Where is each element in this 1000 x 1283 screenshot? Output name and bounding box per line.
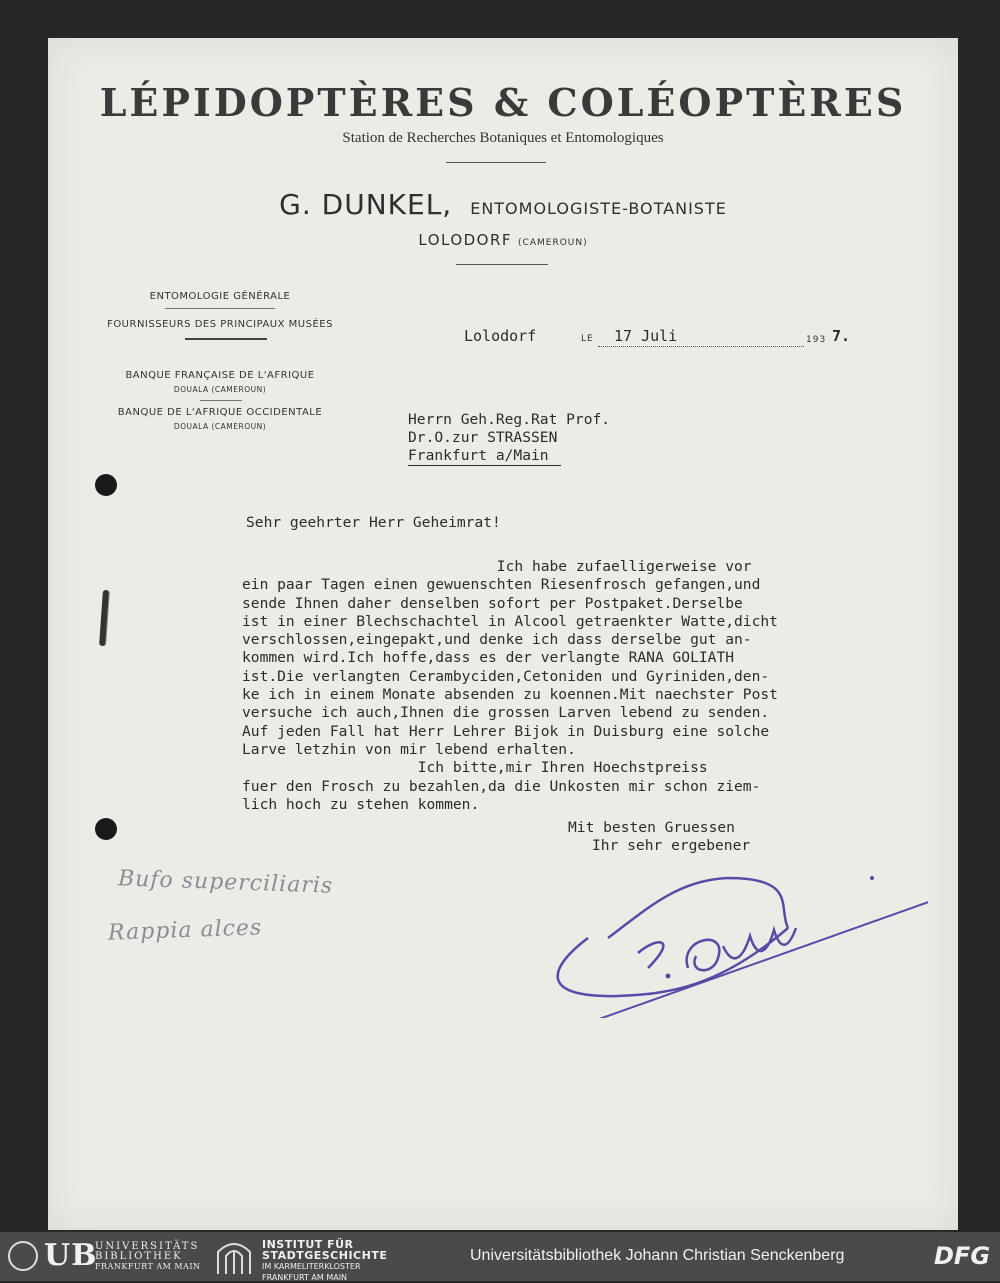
ub-line1: UNIVERSITÄTS bbox=[95, 1241, 200, 1252]
signature bbox=[528, 818, 928, 1018]
recipient-line2: Dr.O.zur STRASSEN bbox=[408, 429, 558, 446]
ub-text bbox=[95, 1242, 201, 1272]
dfg-logo: DFG bbox=[934, 1242, 991, 1270]
punch-hole bbox=[95, 474, 117, 496]
ub-line2: BIBLIOTHEK bbox=[95, 1251, 183, 1262]
body-line: fuer den Frosch zu bezahlen,da die Unkosten mir schon ziem- bbox=[242, 777, 761, 795]
letterhead-name-row bbox=[48, 188, 958, 221]
punch-hole bbox=[95, 818, 117, 840]
paper-clip-mark bbox=[99, 590, 109, 646]
body-line: ist.Die verlangten Cerambyciden,Cetoniden und Gyriniden,den- bbox=[242, 667, 770, 685]
body-line: Larve letzhin von mir lebend erhalten. bbox=[242, 740, 576, 758]
letter-body bbox=[242, 558, 778, 814]
divider bbox=[456, 264, 548, 265]
letterhead-town-row bbox=[48, 230, 958, 249]
body-line: Auf jeden Fall hat Herr Lehrer Bijok in Duisburg eine solche bbox=[242, 722, 770, 740]
pencil-note-1: Bufo superciliaris bbox=[117, 866, 334, 899]
bank1-city: DOUALA (CAMEROUN) bbox=[173, 385, 267, 394]
letter-page bbox=[48, 38, 958, 1230]
divider bbox=[185, 338, 267, 340]
bank2-name: BANQUE DE L'AFRIQUE OCCIDENTALE bbox=[117, 407, 323, 418]
divider bbox=[200, 400, 242, 401]
dateline-date: 17 Juli bbox=[614, 327, 678, 345]
closing-line2: Ihr sehr ergebener bbox=[592, 837, 751, 854]
dateline-place: Lolodorf bbox=[464, 327, 537, 345]
ub-line3: FRANKFURT AM MAIN bbox=[95, 1262, 201, 1271]
salutation: Sehr geehrter Herr Geheimrat! bbox=[246, 514, 501, 531]
letterhead-country: (CAMEROUN) bbox=[518, 238, 588, 248]
body-line: ke ich in einem Monate absenden zu koennen.Mit naechster Post bbox=[242, 686, 778, 704]
body-line: Ich habe zufaelligerweise vor bbox=[242, 558, 752, 575]
isg-line4: FRANKFURT AM MAIN bbox=[262, 1273, 348, 1282]
isg-text bbox=[262, 1239, 387, 1283]
recipient-line3: Frankfurt a/Main bbox=[408, 447, 561, 466]
dateline-year-prefix: 193 bbox=[806, 335, 827, 345]
date-dotted-line bbox=[598, 346, 804, 347]
body-line: ist in einer Blechschachtel in Alcool getraenkter Watte,dicht bbox=[242, 612, 778, 630]
body-line: verschlossen,eingepakt,und denke ich dass derselbe gut an- bbox=[242, 631, 752, 649]
pencil-note-2: Rappia alces bbox=[107, 915, 263, 946]
sidebar-line1: ENTOMOLOGIE GÉNÉRALE bbox=[149, 291, 291, 302]
body-line: sende Ihnen daher denselben sofort per Postpaket.Derselbe bbox=[242, 594, 743, 612]
sidebar-line2: FOURNISSEURS DES PRINCIPAUX MUSÉES bbox=[107, 319, 333, 330]
body-line: versuche ich auch,Ihnen die grossen Larven lebend zu senden. bbox=[242, 704, 770, 722]
isg-line1: INSTITUT FÜR bbox=[262, 1238, 354, 1251]
body-line: lich hoch zu stehen kommen. bbox=[242, 795, 480, 813]
letterhead-title: LÉPIDOPTÈRES & COLÉOPTÈRES bbox=[99, 80, 907, 125]
closing-line1: Mit besten Gruessen bbox=[568, 819, 735, 836]
letterhead-town: LOLODORF bbox=[418, 231, 513, 249]
ub-seal-icon bbox=[8, 1241, 38, 1271]
dateline-le-label: LE bbox=[581, 334, 594, 344]
ub-logo: UB bbox=[44, 1238, 98, 1273]
isg-line3: IM KARMELITERKLOSTER bbox=[262, 1262, 361, 1271]
footer-center-text: Universitätsbibliothek Johann Christian Senckenberg bbox=[470, 1247, 845, 1264]
divider bbox=[446, 162, 546, 163]
isg-building-icon bbox=[214, 1238, 254, 1274]
bank2-city: DOUALA (CAMEROUN) bbox=[173, 422, 267, 431]
footer-bar bbox=[0, 1232, 1000, 1281]
body-line: Ich bitte,mir Ihren Hoechstpreiss bbox=[242, 759, 708, 777]
recipient-line1: Herrn Geh.Reg.Rat Prof. bbox=[408, 411, 611, 428]
body-line: kommen wird.Ich hoffe,dass es der verlangte RANA GOLIATH bbox=[242, 649, 735, 667]
body-line: ein paar Tagen einen gewuenschten Riesenfrosch gefangen,und bbox=[242, 576, 761, 594]
letterhead-profession: ENTOMOLOGISTE-BOTANISTE bbox=[470, 199, 727, 218]
divider bbox=[165, 308, 275, 309]
isg-line2: STADTGESCHICHTE bbox=[262, 1249, 388, 1262]
dateline-year-suffix: 7. bbox=[832, 327, 851, 345]
bank1-name: BANQUE FRANÇAISE DE L'AFRIQUE bbox=[125, 370, 315, 381]
letterhead-subtitle: Station de Recherches Botaniques et Entomologiques bbox=[342, 130, 664, 146]
letterhead-name: G. DUNKEL, bbox=[279, 188, 453, 221]
